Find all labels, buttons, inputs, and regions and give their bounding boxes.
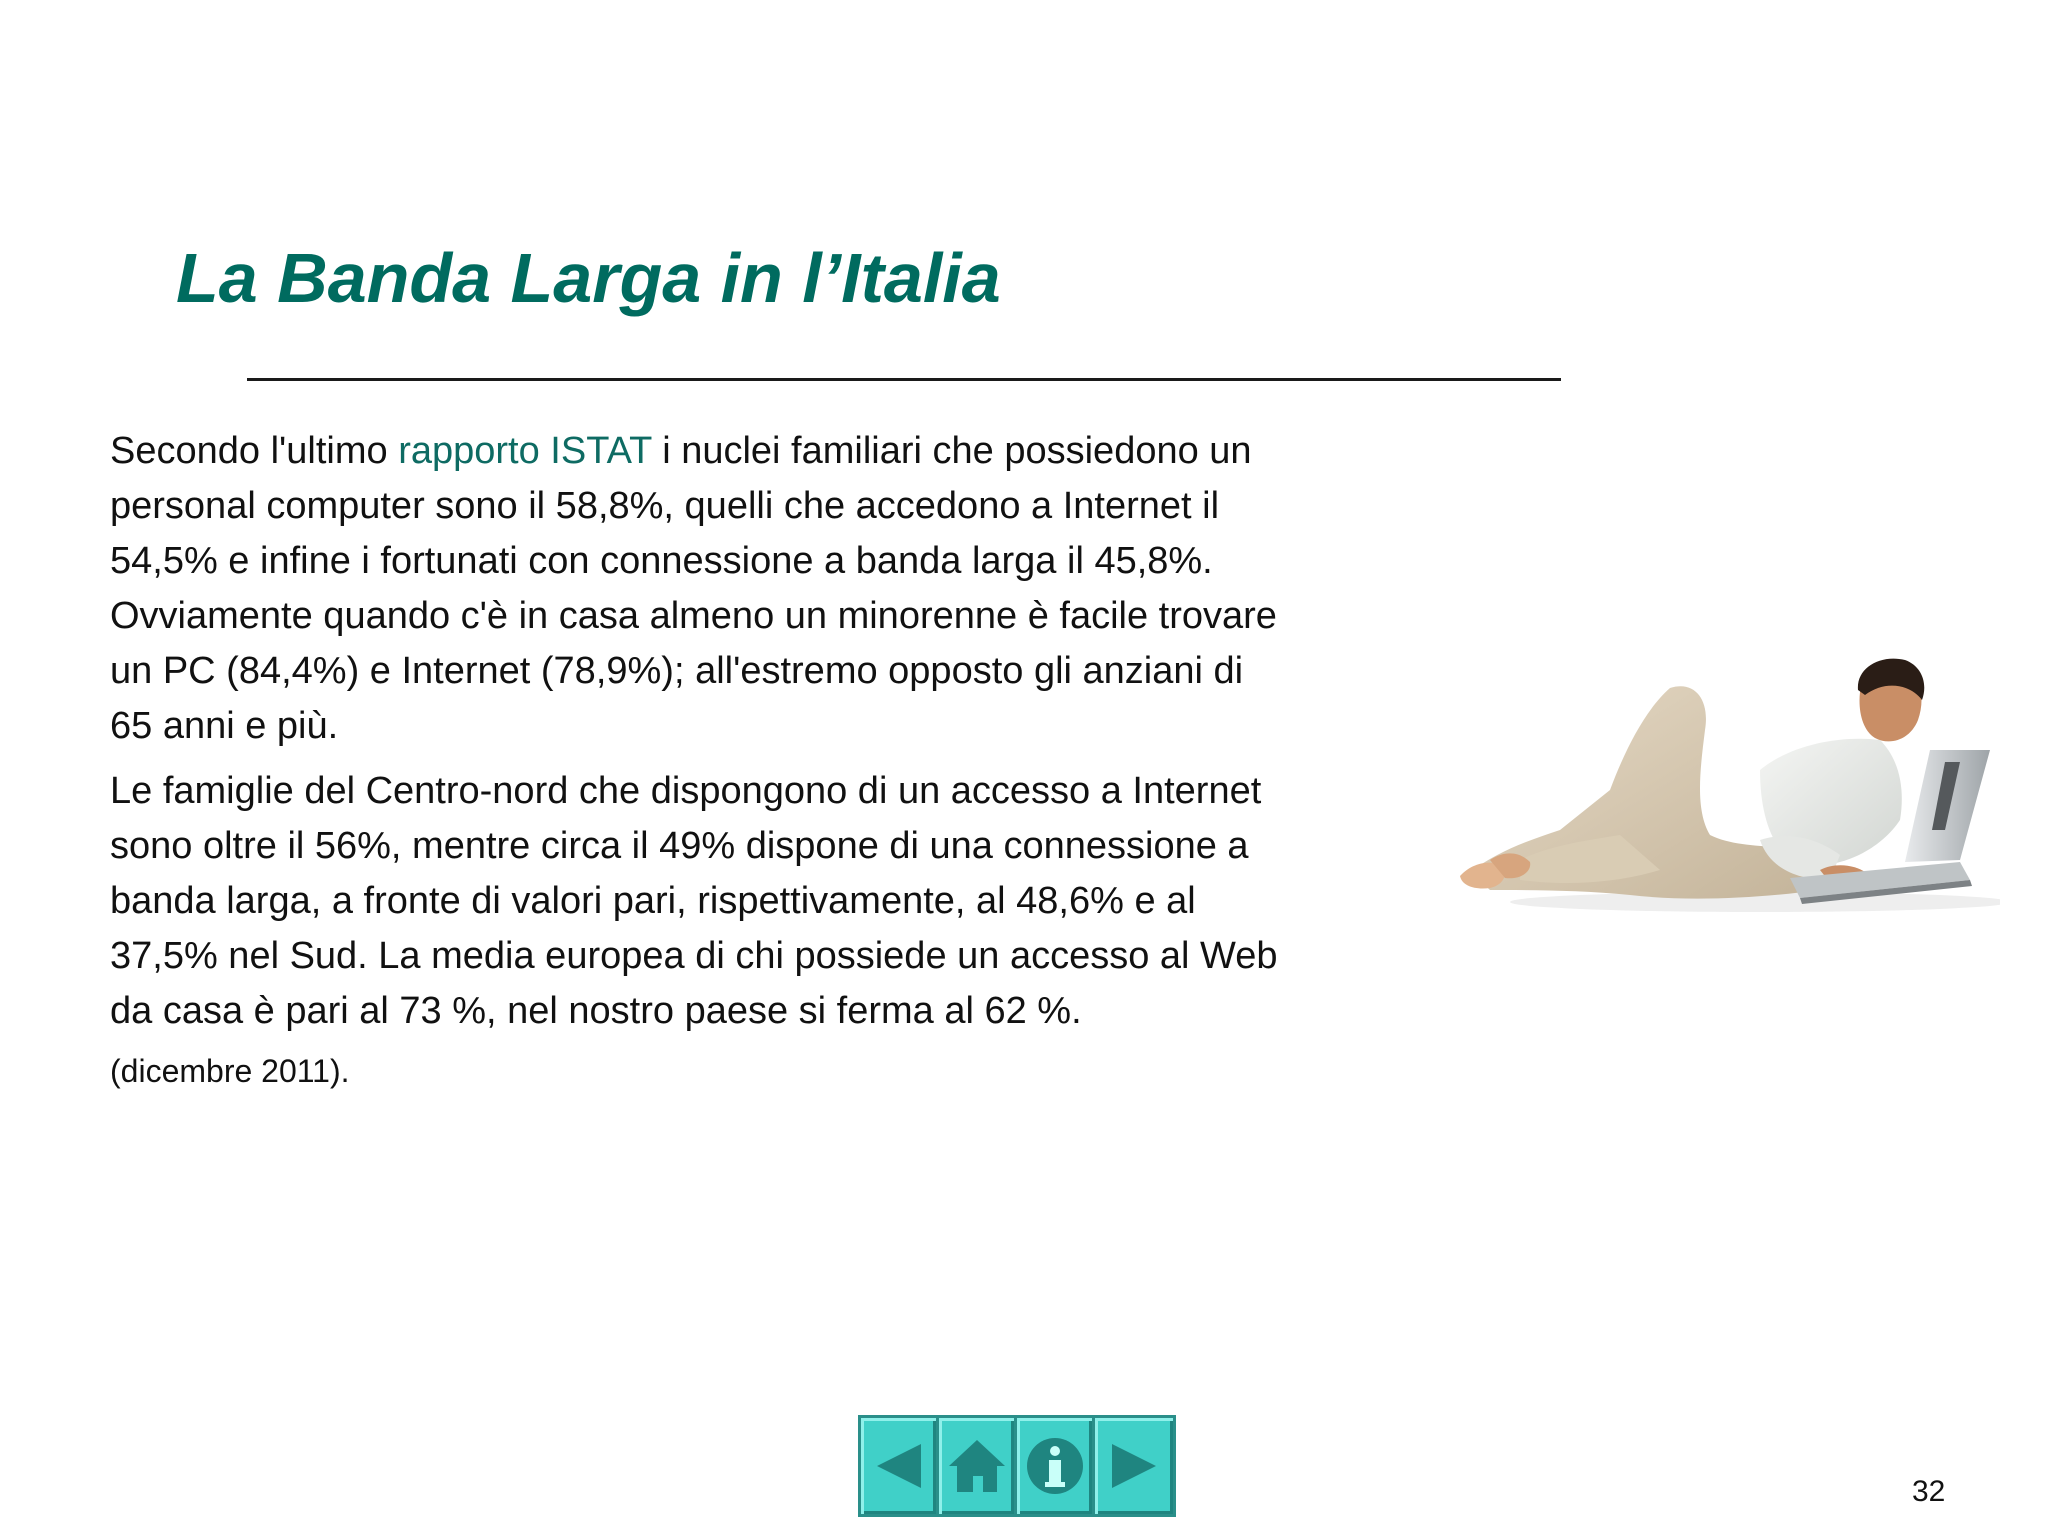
title-divider: [247, 378, 1561, 381]
man-with-laptop-image: [1460, 640, 2000, 930]
page-number: 32: [1912, 1475, 1946, 1508]
paragraph-rest: i nuclei familiari che possiedono un personal computer sono il 58,8%, quelli che accedono a Internet il 54,5% e infine i fortunati con connessione a banda larga il 45,8%. Ovviamente quando c'è in casa almeno un minorenne è facile trovare un PC (84,4%) e Internet (78,9%); all'estremo opposto gli anziani di 65 anni e più.: [110, 430, 1277, 747]
slide-navigation: [858, 1415, 1176, 1517]
previous-slide-button[interactable]: [861, 1418, 939, 1514]
date-note: (dicembre 2011).: [110, 1053, 350, 1089]
info-button[interactable]: [1017, 1418, 1095, 1514]
paragraph-istat: [110, 424, 1290, 754]
slide-title: La Banda Larga in l’Italia: [176, 239, 1001, 317]
istat-report-link[interactable]: rapporto ISTAT: [398, 430, 652, 472]
forward-arrow-icon: [1106, 1438, 1162, 1494]
info-icon: [1023, 1434, 1087, 1498]
paragraph-regions: Le famiglie del Centro-nord che dispongono di un accesso a Internet sono oltre il 56%, mentre circa il 49% dispone di una connessione a banda larga, a fronte di valori pari, rispettivamente, al 48,6% e al 37,5% nel Sud. La media europea di chi possiede un accesso al Web da casa è pari al 73 %, nel nostro paese si ferma al 62 %.: [110, 770, 1278, 1032]
home-button[interactable]: [939, 1418, 1017, 1514]
home-icon: [945, 1434, 1009, 1498]
next-slide-button[interactable]: [1095, 1418, 1173, 1514]
paragraph-lead: Secondo l'ultimo: [110, 430, 399, 472]
slide-body: [110, 424, 1290, 1103]
back-arrow-icon: [871, 1438, 927, 1494]
